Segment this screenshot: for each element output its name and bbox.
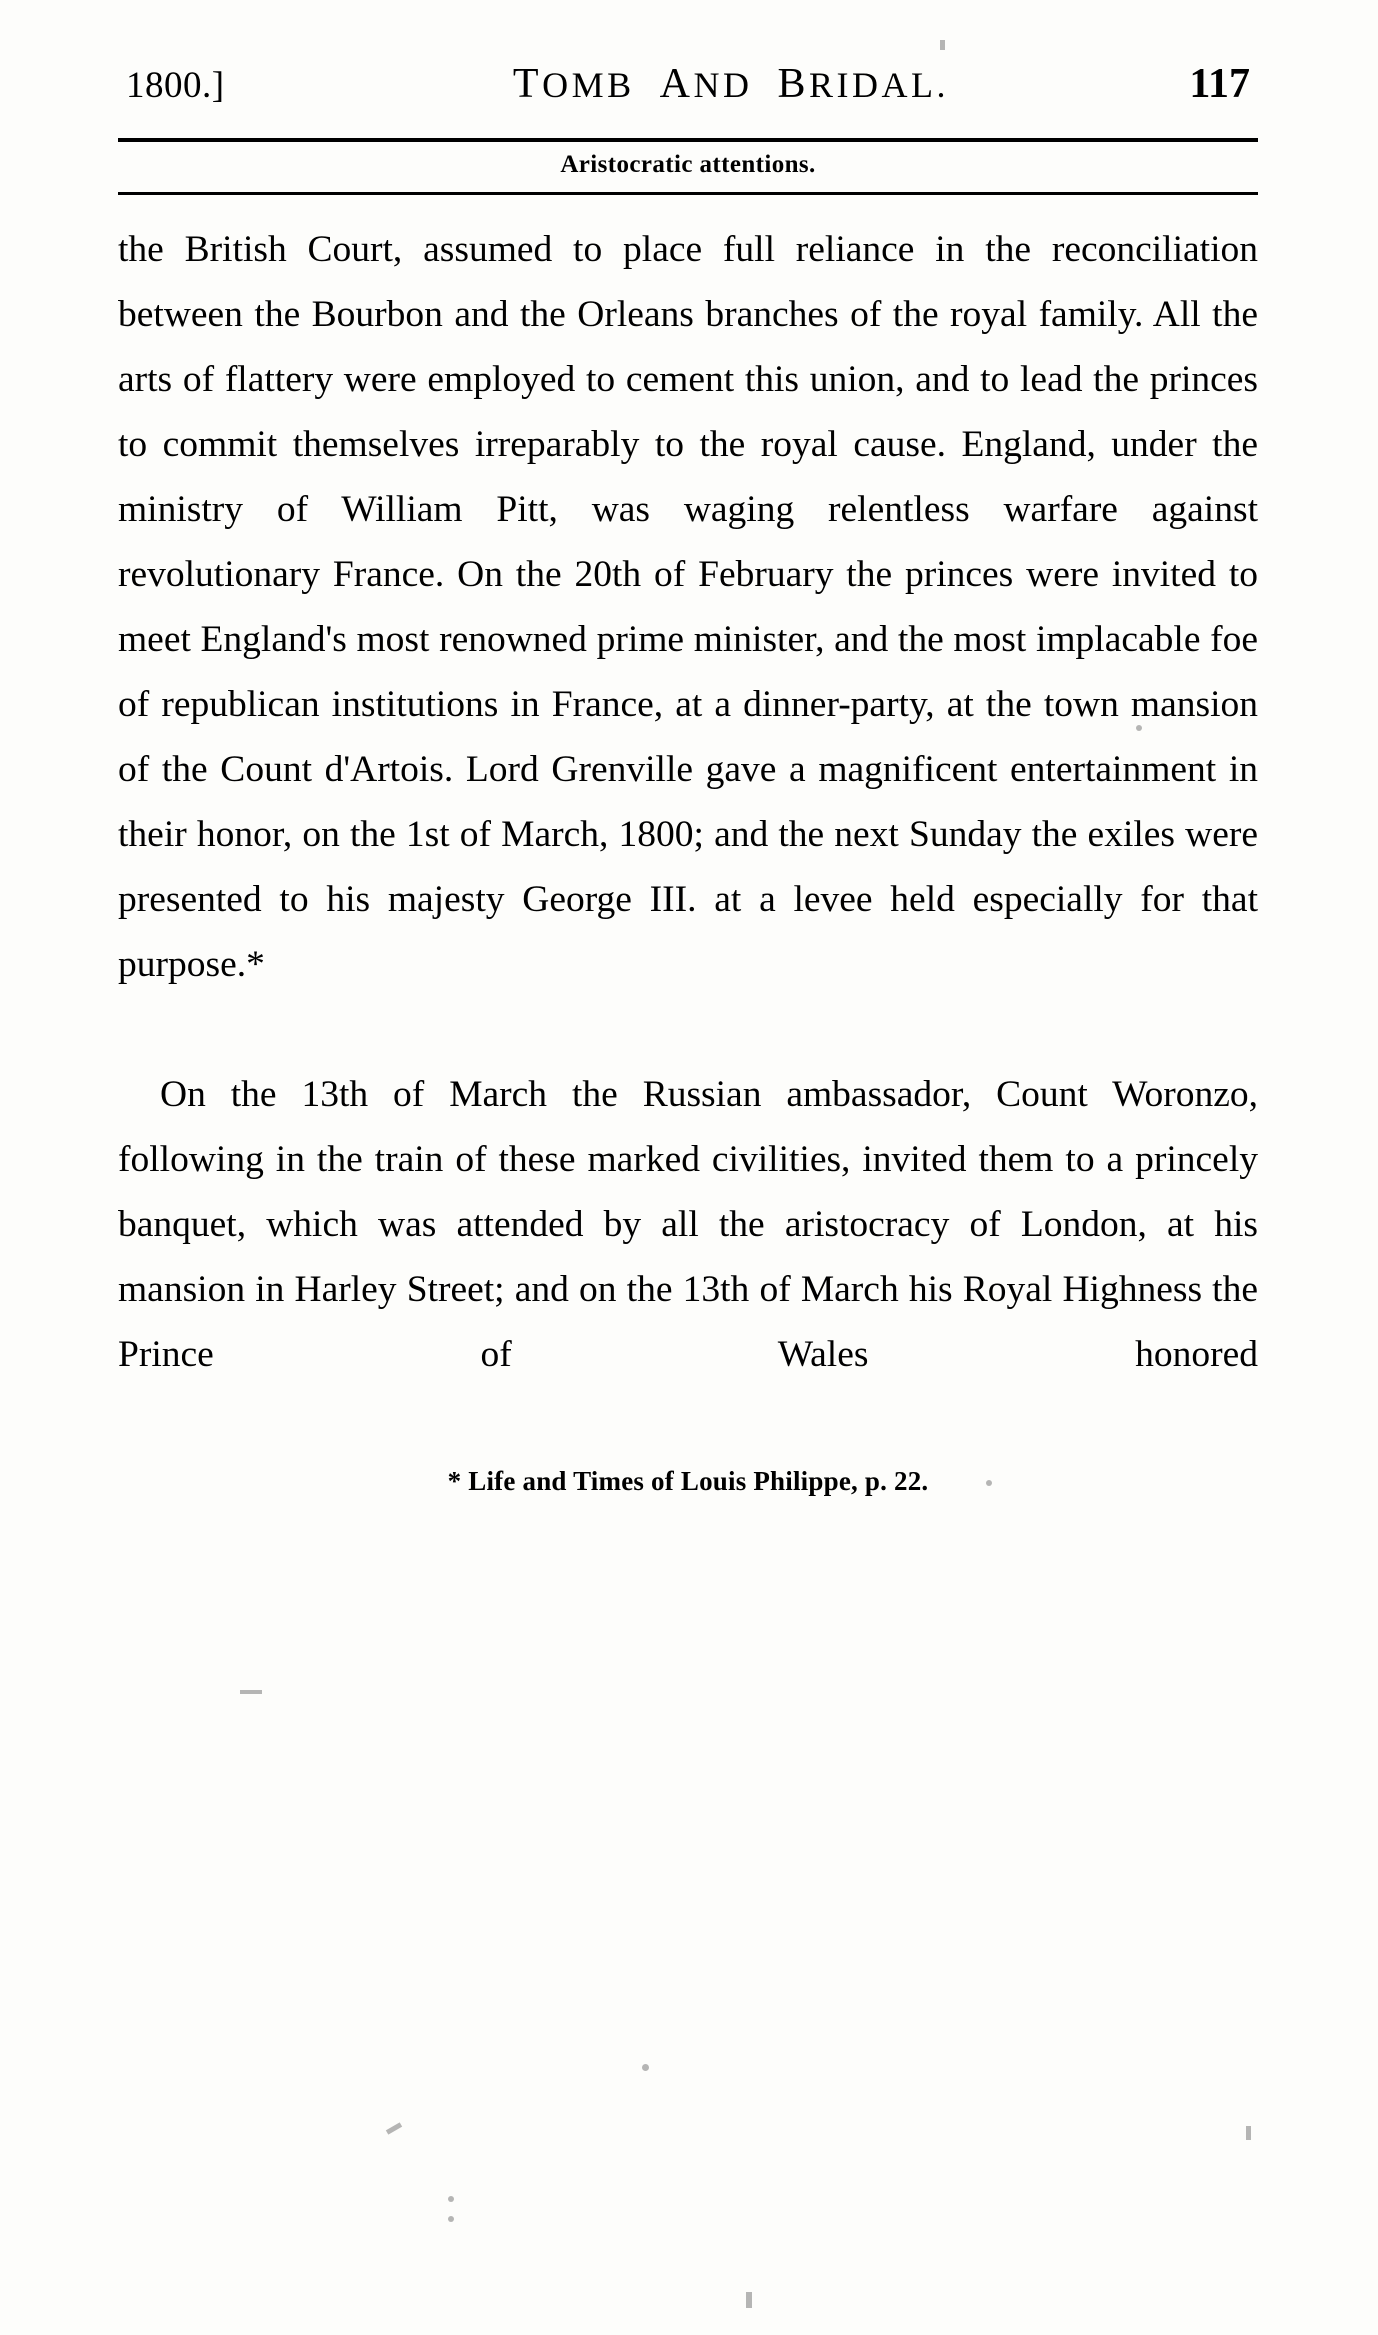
side-head: Aristocratic attentions.: [560, 151, 816, 178]
page-content: [118, 60, 1258, 1497]
scan-speck: [448, 2196, 454, 2202]
scan-speck: [746, 2292, 752, 2308]
paragraph: On the 13th of March the Russian ambassador, Count Woronzo, following in the train of these marked civilities, invited them to a princely banquet, which was attended by all the aristocracy of London, at his mansion in Harley Street; and on the 13th of March his Royal Highness the Prince of Wales honored: [118, 1074, 1258, 1375]
running-head-year: 1800.]: [126, 65, 225, 106]
scan-speck: [1136, 725, 1142, 731]
running-head-title: TOMB AND BRIDAL.: [512, 61, 949, 107]
paragraph: the British Court, assumed to place full reliance in the reconciliation between the Bourbon and the Orleans branches of the royal family. All the arts of flattery were employed to cement this union, and to lead the princes to commit themselves irreparably to the royal cause. England, under the ministry of William Pitt, was waging relentless warfare against revolutionary France. On the 20th of February the princes were invited to meet England's most renowned prime minister, and the most implacable foe of republican institutions in France, at a dinner-party, at the town mansion of the Count d'Artois. Lord Grenville gave a magnificent entertainment in their honor, on the 1st of March, 1800; and the next Sunday the exiles were presented to his majesty George III. at a levee held especially for that purpose.*: [118, 229, 1258, 985]
body-text: [118, 217, 1258, 1452]
scan-speck: [240, 1690, 262, 1694]
scan-speck: [940, 40, 945, 50]
scan-speck: [1246, 2126, 1251, 2140]
scan-speck: [386, 2122, 402, 2134]
page-number: 117: [1189, 61, 1250, 107]
scan-speck: [448, 2216, 454, 2222]
rule-below-sidehead: [118, 192, 1258, 195]
running-head: [118, 60, 1258, 130]
scan-speck: [642, 2064, 649, 2071]
footnote: * Life and Times of Louis Philippe, p. 22.: [447, 1466, 929, 1496]
scan-speck: [986, 1480, 992, 1486]
